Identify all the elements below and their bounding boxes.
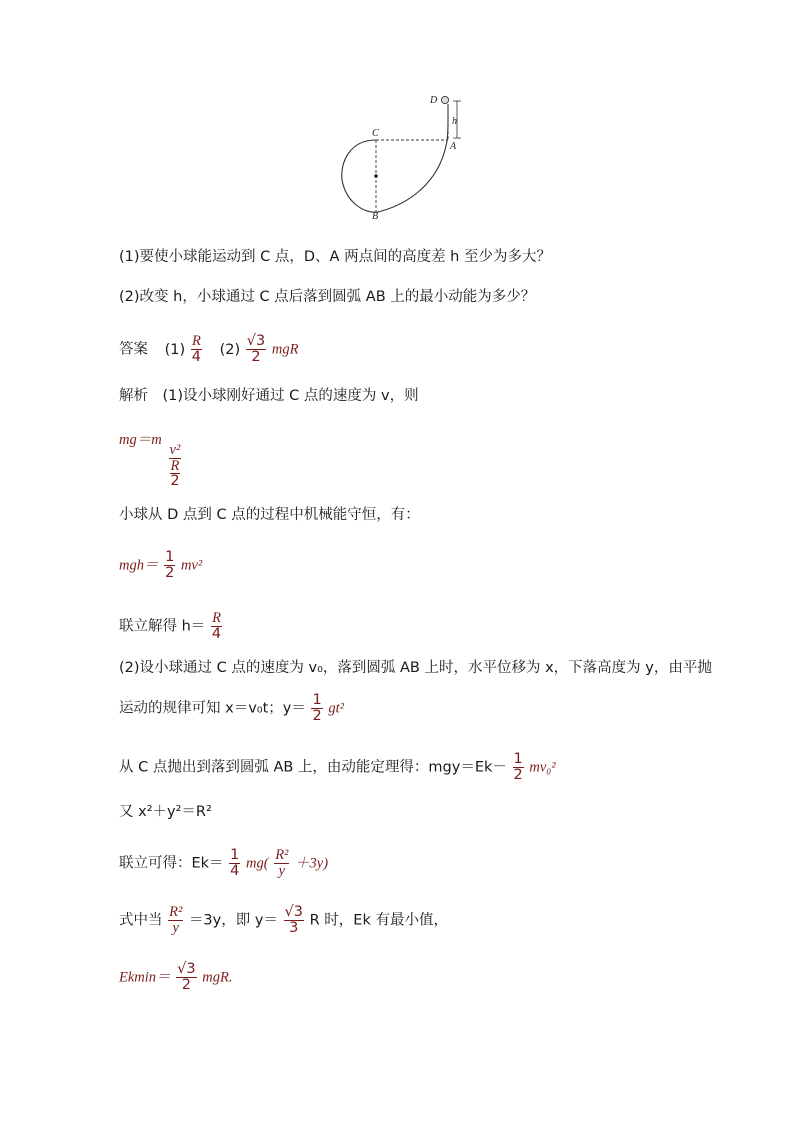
center-dot	[374, 174, 378, 178]
answer-2-fraction: $\frac{√3}{2}$	[246, 333, 266, 365]
analysis-line-7: 又 x²＋y²＝R²	[119, 804, 212, 820]
analysis-line-1: 解析 (1)设小球刚好通过 C 点的速度为 v，则	[119, 388, 419, 404]
label-B: B	[372, 211, 379, 222]
question-2: (2)改变 h，小球通过 C 点后落到圆弧 AB 上的最小动能为多少？	[119, 289, 536, 305]
analysis-line-2: 小球从 D 点到 C 点的过程中机械能守恒，有：	[119, 507, 420, 523]
label-A: A	[450, 141, 457, 152]
analysis-line-4: (2)设小球通过 C 点的速度为 v₀，落到圆弧 AB 上时，水平位移为 x，下落高度为 y，由平抛	[119, 660, 712, 676]
analysis-line-3: 联立解得 h＝ $\frac{R}{4}$	[119, 610, 222, 642]
analysis-line-8: 联立可得：Ek＝ $\frac{1}{4}$ mg( $\frac{\text{R²}}{y}$ ＋3y)	[119, 847, 329, 879]
analysis-line-6: 从 C 点抛出到落到圆弧 AB 上，由动能定理得：mgy＝Ek－ $\frac{1}{2}$ mv₀²	[119, 751, 556, 783]
question-1: (1)要使小球能运动到 C 点，D、A 两点间的高度差 h 至少为多大？	[119, 249, 551, 265]
label-h: h	[452, 116, 457, 127]
analysis-line-10: Ekmin＝ $\frac{√3}{2}$ mgR.	[119, 961, 233, 993]
equation-1: mg＝m $\frac{\text{v²}}{\frac{R}{2}}$	[119, 432, 181, 489]
analysis-line-9: 式中当 $\frac{\text{R²}}{y}$ ＝3y，即 y＝ $\frac{√3}{3}$ R 时，Ek 有最小值，	[119, 904, 448, 936]
label-D: D	[430, 95, 438, 106]
answer-label: 答案	[119, 341, 148, 358]
answer-line: 答案 (1) $\frac{R}{4}$ (2) $\frac{√3}{2}$ mgR	[119, 333, 299, 365]
loop-track	[342, 104, 448, 212]
track-figure	[330, 92, 470, 222]
analysis-line-5: 运动的规律可知 x＝v₀t；y＝ $\frac{1}{2}$ gt²	[119, 692, 344, 724]
label-C: C	[372, 128, 379, 139]
equation-2: mgh＝ $\frac{1}{2}$ mv²	[119, 549, 203, 581]
ball-icon	[441, 96, 448, 103]
answer-1-fraction: $\frac{R}{4}$	[191, 333, 201, 365]
